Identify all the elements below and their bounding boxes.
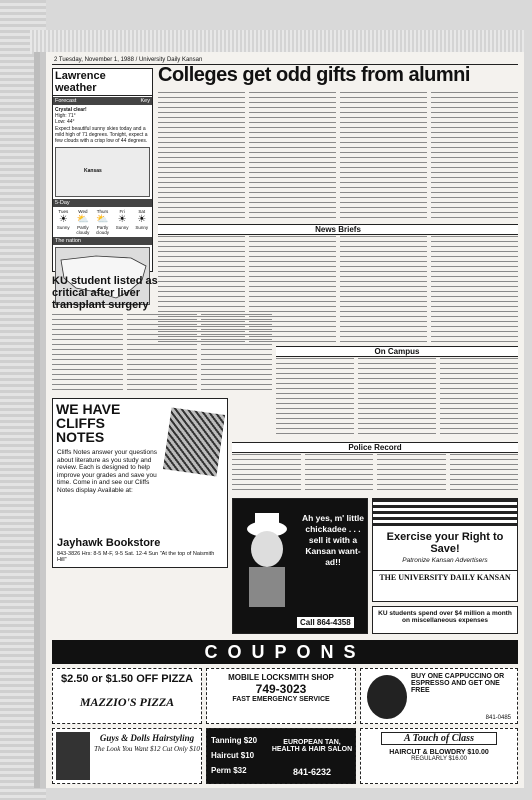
story-column bbox=[340, 92, 427, 222]
key-label: Key bbox=[140, 98, 150, 104]
main-story-columns bbox=[158, 92, 518, 222]
weather-today: Crystal clear! bbox=[55, 107, 87, 113]
cliffs-body: Cliffs Notes answer your questions about literature as you study and review. Each is designed to help improve your grades and save you time. Come in and see our Cliffs Notes display Available at: bbox=[57, 449, 157, 494]
on-campus-header: On Campus bbox=[276, 346, 518, 357]
sun-icon: ☀ bbox=[137, 214, 147, 225]
sun-icon: ☀ bbox=[58, 214, 68, 225]
coupons-banner: COUPONS bbox=[52, 640, 518, 664]
ku-student-headline: KU student listed as critical after liver transplant surgery bbox=[52, 275, 158, 311]
police-record-header: Police Record bbox=[232, 442, 518, 453]
on-campus-columns bbox=[276, 358, 518, 438]
weather-blurb: Expect beautiful sunny skies today and a mild high of 71 degrees. Tonight, expect a few clouds with a crisp low of 44 degrees. bbox=[55, 126, 148, 144]
jayhawk-bookstore: Jayhawk Bookstore bbox=[57, 537, 161, 549]
newspaper-page bbox=[46, 52, 524, 788]
cliffs-title: WE HAVE CLIFFS NOTES bbox=[56, 401, 121, 445]
exercise-sub: Patronize Kansan Advertisers bbox=[402, 557, 488, 564]
ku-spent-ad: KU students spend over $4 million a month on miscellaneous expenses bbox=[372, 606, 518, 634]
wc-fields-caricature bbox=[237, 509, 297, 609]
cliffs-book-image bbox=[163, 408, 225, 477]
main-headline: Colleges get odd gifts from alumni bbox=[158, 64, 470, 86]
weather-high: High: 71° bbox=[55, 113, 76, 119]
story-column bbox=[249, 92, 336, 222]
day-forecast: Thurs ⛅ Partly cloudy bbox=[93, 209, 112, 235]
guys-dolls-title: Guys & Dolls Hairstyling bbox=[99, 733, 195, 743]
day-forecast: Wed ⛅ Partly cloudy bbox=[74, 209, 93, 235]
news-briefs-header: News Briefs bbox=[158, 224, 518, 235]
page-top-edge bbox=[30, 30, 524, 54]
chickadee-text: Ah yes, m' little chickadee . . . sell it with a Kansan want-ad!! bbox=[301, 513, 364, 567]
udk-logo: THE UNIVERSITY DAILY KANSAN bbox=[373, 570, 517, 582]
day-forecast: Sat ☀ Sunny bbox=[132, 209, 151, 235]
regional-map bbox=[55, 147, 150, 197]
european-name: EUROPEAN TAN, HEALTH & HAIR SALON bbox=[271, 739, 353, 753]
espresso-phone: 841-0485 bbox=[485, 715, 511, 721]
day-forecast: Fri ☀ Sunny bbox=[113, 209, 132, 235]
jayhawk-info: 843-3826 Hrs: 8-5 M-F, 9-5 Sat. 12-4 Sun "At the top of Naismith Hill" bbox=[57, 551, 215, 563]
weather-title: Lawrence weather bbox=[53, 69, 152, 96]
police-columns bbox=[232, 454, 518, 494]
five-day-bar: 5-Day bbox=[53, 199, 152, 207]
nation-bar: The nation bbox=[53, 237, 152, 245]
five-day-grid bbox=[53, 208, 152, 236]
touch-of-class-title: A Touch of Class bbox=[381, 732, 497, 745]
touch-regular: REGULARLY $16.00 bbox=[411, 756, 467, 762]
exercise-right-ad bbox=[372, 498, 518, 602]
pizza-offer: $2.50 or $1.50 OFF PIZZA bbox=[60, 673, 194, 685]
locksmith-coupon[interactable] bbox=[206, 668, 356, 724]
touch-of-class-coupon[interactable] bbox=[360, 728, 518, 784]
tanning-prices: Tanning $20 Haircut $10 Perm $32 bbox=[211, 736, 258, 775]
weather-low: Low: 44° bbox=[55, 119, 75, 125]
locksmith-name: MOBILE LOCKSMITH SHOP bbox=[228, 673, 334, 682]
exercise-title: Exercise your Right to Save! bbox=[386, 531, 504, 555]
weather-box bbox=[52, 68, 153, 272]
partly-cloudy-icon: ⛅ bbox=[96, 214, 109, 225]
story-column bbox=[158, 92, 245, 222]
chickadee-call: Call 864-4358 bbox=[297, 617, 354, 628]
coffee-cup-image bbox=[367, 675, 407, 719]
mazzios-logo: MAZZIO'S PIZZA bbox=[79, 695, 175, 709]
ku-story-columns bbox=[52, 314, 272, 394]
locksmith-service: FAST EMERGENCY SERVICE bbox=[232, 696, 330, 703]
forecast-label: Forecast bbox=[55, 98, 77, 104]
espresso-offer: BUY ONE CAPPUCCINO OR ESPRESSO AND GET ONE FREE bbox=[411, 673, 505, 694]
touch-offer: HAIRCUT & BLOWDRY $10.00 bbox=[389, 749, 489, 756]
espresso-coupon[interactable] bbox=[360, 668, 518, 724]
day-forecast: Tues ☀ Sunny bbox=[54, 209, 73, 235]
guys-dolls-coupon[interactable] bbox=[52, 728, 202, 784]
hairstyle-photo bbox=[56, 732, 90, 780]
page-folio: 2 Tuesday, November 1, 1988 / University Daily Kansan bbox=[54, 57, 203, 63]
european-phone: 841-6232 bbox=[292, 767, 332, 777]
pizza-coupon[interactable] bbox=[52, 668, 202, 724]
chickadee-ad bbox=[232, 498, 368, 634]
european-tan-coupon[interactable] bbox=[206, 728, 356, 784]
story-column bbox=[431, 92, 518, 222]
partly-cloudy-icon: ⛅ bbox=[76, 214, 90, 225]
weather-forecast-bar bbox=[53, 97, 152, 105]
locksmith-phone: 749-3023 bbox=[255, 682, 307, 696]
guys-dolls-tag: The Look You Want $12 Cut Only $10 bbox=[94, 745, 200, 753]
cliffs-notes-ad bbox=[52, 398, 228, 568]
stacked-page-edges bbox=[0, 0, 46, 800]
sun-icon: ☀ bbox=[117, 214, 127, 225]
flag-graphic bbox=[373, 499, 517, 529]
kansas-label: Kansas bbox=[84, 168, 102, 174]
